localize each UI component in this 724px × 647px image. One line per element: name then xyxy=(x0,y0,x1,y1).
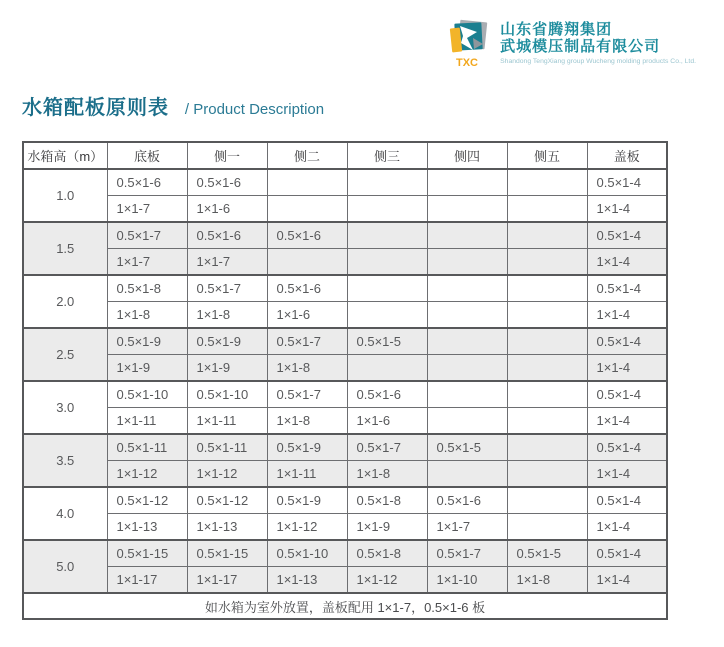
tank-height-cell: 4.0 xyxy=(23,487,107,540)
panel-spec-cell xyxy=(347,275,427,302)
panel-spec-cell xyxy=(347,302,427,329)
panel-spec-cell xyxy=(507,381,587,408)
panel-spec-cell xyxy=(427,249,507,276)
panel-spec-cell: 0.5×1-9 xyxy=(267,434,347,461)
panel-spec-cell xyxy=(507,222,587,249)
panel-spec-cell xyxy=(507,275,587,302)
table-row xyxy=(23,461,667,488)
tank-height-cell: 5.0 xyxy=(23,540,107,593)
panel-spec-cell: 1×1-12 xyxy=(267,514,347,541)
panel-spec-cell: 1×1-11 xyxy=(107,408,187,435)
tank-height-cell: 2.5 xyxy=(23,328,107,381)
table-row xyxy=(23,249,667,276)
panel-spec-cell xyxy=(507,302,587,329)
table-row xyxy=(23,567,667,594)
panel-spec-cell xyxy=(507,408,587,435)
column-header-7: 盖板 xyxy=(587,142,667,169)
company-name-line2: 武城模压制品有限公司 xyxy=(500,38,661,55)
panel-spec-cell: 0.5×1-7 xyxy=(347,434,427,461)
panel-spec-cell: 1×1-10 xyxy=(427,567,507,594)
panel-spec-cell: 0.5×1-8 xyxy=(107,275,187,302)
panel-spec-cell: 0.5×1-6 xyxy=(107,169,187,196)
table-row xyxy=(23,196,667,223)
panel-spec-cell: 1×1-17 xyxy=(107,567,187,594)
panel-spec-cell: 0.5×1-4 xyxy=(587,275,667,302)
panel-spec-cell: 1×1-13 xyxy=(107,514,187,541)
company-name-english: Shandong TengXiang group Wucheng molding products Co., Ltd. xyxy=(500,58,696,65)
panel-spec-cell xyxy=(507,169,587,196)
company-name xyxy=(500,18,696,65)
table-row xyxy=(23,434,667,461)
panel-spec-cell: 0.5×1-4 xyxy=(587,222,667,249)
panel-spec-cell: 0.5×1-12 xyxy=(187,487,267,514)
tank-height-cell: 3.5 xyxy=(23,434,107,487)
panel-spec-cell: 0.5×1-9 xyxy=(267,487,347,514)
panel-spec-cell xyxy=(507,514,587,541)
column-header-0: 水箱高（m） xyxy=(23,142,107,169)
panel-spec-cell xyxy=(427,275,507,302)
panel-spec-cell: 0.5×1-4 xyxy=(587,434,667,461)
table-row xyxy=(23,487,667,514)
panel-spec-cell: 1×1-4 xyxy=(587,196,667,223)
panel-spec-cell: 1×1-7 xyxy=(187,249,267,276)
panel-spec-cell: 1×1-8 xyxy=(187,302,267,329)
panel-spec-cell xyxy=(507,461,587,488)
panel-spec-cell: 1×1-12 xyxy=(187,461,267,488)
panel-spec-cell: 1×1-4 xyxy=(587,461,667,488)
table-row xyxy=(23,408,667,435)
table-footer-note: 如水箱为室外放置，盖板配用 1×1-7，0.5×1-6 板 xyxy=(23,593,667,619)
panel-spec-cell: 0.5×1-9 xyxy=(187,328,267,355)
panel-spec-cell: 1×1-6 xyxy=(267,302,347,329)
column-header-6: 侧五 xyxy=(507,142,587,169)
table-row xyxy=(23,302,667,329)
panel-spec-cell: 1×1-7 xyxy=(107,196,187,223)
panel-spec-cell: 1×1-9 xyxy=(347,514,427,541)
panel-spec-cell: 1×1-4 xyxy=(587,408,667,435)
company-logo-icon xyxy=(443,18,491,68)
company-logo xyxy=(443,18,696,68)
panel-spec-cell: 0.5×1-6 xyxy=(347,381,427,408)
panel-spec-cell: 0.5×1-7 xyxy=(187,275,267,302)
panel-spec-cell xyxy=(347,169,427,196)
panel-spec-cell: 0.5×1-11 xyxy=(187,434,267,461)
panel-spec-cell: 1×1-8 xyxy=(507,567,587,594)
tank-height-cell: 3.0 xyxy=(23,381,107,434)
panel-spec-cell: 0.5×1-10 xyxy=(187,381,267,408)
panel-spec-cell: 0.5×1-8 xyxy=(347,540,427,567)
table-row xyxy=(23,275,667,302)
panel-spec-cell: 0.5×1-8 xyxy=(347,487,427,514)
panel-spec-cell: 1×1-11 xyxy=(267,461,347,488)
panel-spec-cell: 1×1-4 xyxy=(587,249,667,276)
panel-spec-cell xyxy=(347,249,427,276)
panel-spec-cell: 1×1-4 xyxy=(587,302,667,329)
panel-spec-cell: 1×1-9 xyxy=(187,355,267,382)
panel-spec-cell: 0.5×1-6 xyxy=(187,169,267,196)
column-header-4: 侧三 xyxy=(347,142,427,169)
panel-spec-cell: 0.5×1-10 xyxy=(267,540,347,567)
panel-spec-cell: 0.5×1-4 xyxy=(587,328,667,355)
panel-spec-cell: 1×1-6 xyxy=(347,408,427,435)
company-name-line1: 山东省腾翔集团 xyxy=(500,21,613,38)
panel-spec-cell: 0.5×1-7 xyxy=(267,381,347,408)
panel-spec-cell: 1×1-17 xyxy=(187,567,267,594)
panel-spec-cell: 1×1-8 xyxy=(267,355,347,382)
panel-spec-cell xyxy=(267,249,347,276)
table-row xyxy=(23,169,667,196)
panel-spec-cell: 1×1-6 xyxy=(187,196,267,223)
panel-spec-cell xyxy=(507,328,587,355)
panel-spec-cell: 0.5×1-5 xyxy=(427,434,507,461)
panel-spec-cell xyxy=(427,302,507,329)
panel-spec-cell xyxy=(267,169,347,196)
panel-spec-cell: 0.5×1-7 xyxy=(427,540,507,567)
table-footer-row xyxy=(23,593,667,619)
panel-spec-cell: 1×1-4 xyxy=(587,567,667,594)
panel-spec-cell: 0.5×1-6 xyxy=(267,275,347,302)
column-header-2: 侧一 xyxy=(187,142,267,169)
panel-spec-cell xyxy=(427,408,507,435)
panel-spec-cell: 1×1-13 xyxy=(267,567,347,594)
table-header-row xyxy=(23,142,667,169)
panel-spec-cell: 0.5×1-10 xyxy=(107,381,187,408)
panel-spec-cell xyxy=(427,169,507,196)
panel-spec-cell xyxy=(427,222,507,249)
panel-spec-cell: 0.5×1-6 xyxy=(187,222,267,249)
table-row xyxy=(23,328,667,355)
column-header-3: 侧二 xyxy=(267,142,347,169)
panel-spec-cell xyxy=(427,381,507,408)
panel-spec-cell xyxy=(507,196,587,223)
page-title xyxy=(22,85,724,122)
panel-spec-cell: 0.5×1-15 xyxy=(107,540,187,567)
panel-spec-table xyxy=(22,141,668,620)
panel-spec-cell: 1×1-12 xyxy=(347,567,427,594)
panel-spec-cell: 1×1-12 xyxy=(107,461,187,488)
panel-spec-cell: 1×1-4 xyxy=(587,514,667,541)
panel-spec-cell xyxy=(427,461,507,488)
svg-text:TXC: TXC xyxy=(456,57,479,68)
column-header-1: 底板 xyxy=(107,142,187,169)
panel-spec-cell: 1×1-9 xyxy=(107,355,187,382)
table-row xyxy=(23,540,667,567)
panel-spec-cell xyxy=(427,328,507,355)
tank-height-cell: 1.0 xyxy=(23,169,107,222)
page-title-english: / Product Description xyxy=(184,101,325,118)
panel-spec-cell: 1×1-11 xyxy=(187,408,267,435)
table-row xyxy=(23,381,667,408)
panel-spec-cell: 0.5×1-4 xyxy=(587,487,667,514)
panel-spec-cell: 1×1-13 xyxy=(187,514,267,541)
table-row xyxy=(23,355,667,382)
panel-spec-cell: 1×1-8 xyxy=(267,408,347,435)
panel-spec-cell xyxy=(507,434,587,461)
panel-spec-cell xyxy=(427,355,507,382)
panel-spec-cell xyxy=(347,355,427,382)
panel-spec-cell xyxy=(347,222,427,249)
panel-spec-cell xyxy=(427,196,507,223)
panel-spec-cell: 1×1-8 xyxy=(347,461,427,488)
panel-spec-cell: 0.5×1-6 xyxy=(267,222,347,249)
panel-spec-cell: 0.5×1-6 xyxy=(427,487,507,514)
panel-spec-cell: 0.5×1-11 xyxy=(107,434,187,461)
panel-spec-cell xyxy=(507,487,587,514)
panel-spec-cell: 0.5×1-5 xyxy=(347,328,427,355)
tank-height-cell: 2.0 xyxy=(23,275,107,328)
panel-spec-cell: 0.5×1-4 xyxy=(587,381,667,408)
panel-spec-cell xyxy=(507,355,587,382)
panel-spec-cell: 1×1-7 xyxy=(107,249,187,276)
panel-spec-cell: 1×1-7 xyxy=(427,514,507,541)
panel-spec-cell: 0.5×1-7 xyxy=(107,222,187,249)
panel-spec-cell: 0.5×1-4 xyxy=(587,169,667,196)
panel-spec-cell: 0.5×1-4 xyxy=(587,540,667,567)
panel-spec-cell: 1×1-8 xyxy=(107,302,187,329)
table-row xyxy=(23,514,667,541)
tank-height-cell: 1.5 xyxy=(23,222,107,275)
header-bar xyxy=(0,0,724,68)
panel-spec-cell: 1×1-4 xyxy=(587,355,667,382)
panel-spec-cell xyxy=(507,249,587,276)
panel-spec-cell xyxy=(347,196,427,223)
table-row xyxy=(23,222,667,249)
page-title-chinese: 水箱配板原则表 xyxy=(22,97,169,119)
column-header-5: 侧四 xyxy=(427,142,507,169)
panel-spec-cell: 0.5×1-12 xyxy=(107,487,187,514)
panel-spec-cell: 0.5×1-9 xyxy=(107,328,187,355)
panel-spec-cell: 0.5×1-15 xyxy=(187,540,267,567)
panel-spec-cell: 0.5×1-5 xyxy=(507,540,587,567)
panel-spec-cell: 0.5×1-7 xyxy=(267,328,347,355)
panel-spec-cell xyxy=(267,196,347,223)
